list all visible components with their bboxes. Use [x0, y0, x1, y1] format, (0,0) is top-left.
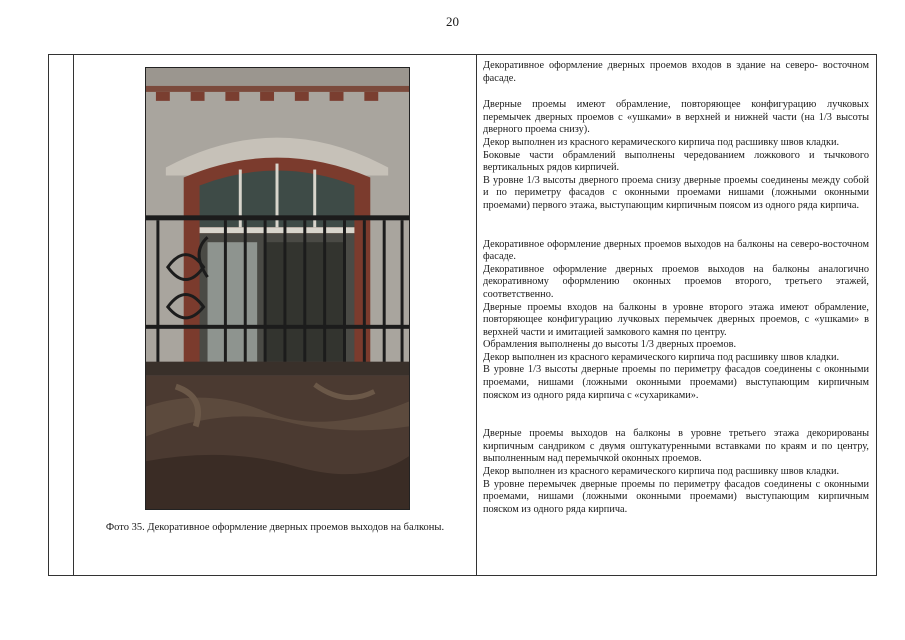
balcony-slab	[146, 362, 409, 376]
section3-paragraph-3: В уровне перемычек дверные проемы по периметру фасадов соединены с оконными проемами, нишами (ложными оконными проемами) выступающим кирпичным пояском из одного ряда кирпича.	[483, 478, 869, 515]
section2-paragraph-1: Декоративное оформление дверных проемов выходов на балконы аналогично декоративному оформлению оконных проемов второго, третьего этажей, соответственно.	[483, 263, 869, 300]
photo-illustration	[146, 68, 409, 509]
description-column	[477, 55, 876, 575]
photo-column	[74, 55, 477, 575]
section2-title: Декоративное оформление дверных проемов выходов на балконы на северо-восточном фасаде.	[483, 238, 869, 263]
photo-caption: Фото 35. Декоративное оформление дверных проемов выходов на балконы.	[105, 522, 445, 533]
railing-bottom-bar	[146, 325, 409, 329]
section3-paragraph-1: Дверные проемы выходов на балконы в уровне третьего этажа декорированы кирпичным сандриком с двумя оштукатуренными вставками по краям и по центру, выполненным над перемычкой оконных проемов.	[483, 428, 869, 465]
section1-title: Декоративное оформление дверных проемов входов в здание на северо- восточном фасаде.	[483, 60, 869, 84]
section1-paragraph-3: Боковые части обрамлений выполнены чередованием ложкового и тычкового вертикальных рядов кирпичей.	[483, 149, 869, 174]
balcony-door-photo	[145, 67, 410, 510]
document-table	[48, 54, 877, 576]
page-number: 20	[446, 14, 459, 29]
left-margin-column	[49, 55, 74, 575]
section2-paragraph-3: Обрамления выполнены до высоты 1/3 дверных проемов.	[483, 339, 737, 351]
section1-paragraph-2: Декор выполнен из красного керамического кирпича под расшивку швов кладки.	[483, 136, 840, 148]
section1-paragraph-1: Дверные проемы имеют обрамление, повторяющее конфигурацию лучковых перемычек дверных проемов с «ушками» в верхней и нижней части (на 1/3 высоты дверного проема снизу).	[483, 99, 869, 136]
section2-paragraph-4: Декор выполнен из красного керамического кирпича под расшивку швов кладки.	[483, 351, 840, 363]
section2-paragraph-2: Дверные проемы входов на балконы в уровне второго этажа имеют обрамление, повторяющее конфигурацию лучковых перемычек дверных проемов, с «ушками» в верхней части и имитацией замкового камня по центру.	[483, 301, 869, 338]
section1-paragraph-4: В уровне 1/3 высоты дверного проема снизу дверные проемы соединены между собой и по периметру фасадов с оконными проемами нишами (ложными оконными проемами) первого этажа, выступающим кирпичным поясом из одного ряда кирпича.	[483, 174, 869, 211]
section3-paragraph-2: Декор выполнен из красного керамического кирпича под расшивку швов кладки.	[483, 466, 840, 478]
brick-cornice	[146, 86, 409, 92]
railing-top-bar	[146, 215, 409, 220]
section2-paragraph-5: В уровне 1/3 высоты дверные проемы по периметру фасадов соединены с оконными проемами, нишами (ложными оконными проемами) выступающим кирпичным пояском из одного ряда кирпича с «сухариками».	[483, 364, 869, 401]
